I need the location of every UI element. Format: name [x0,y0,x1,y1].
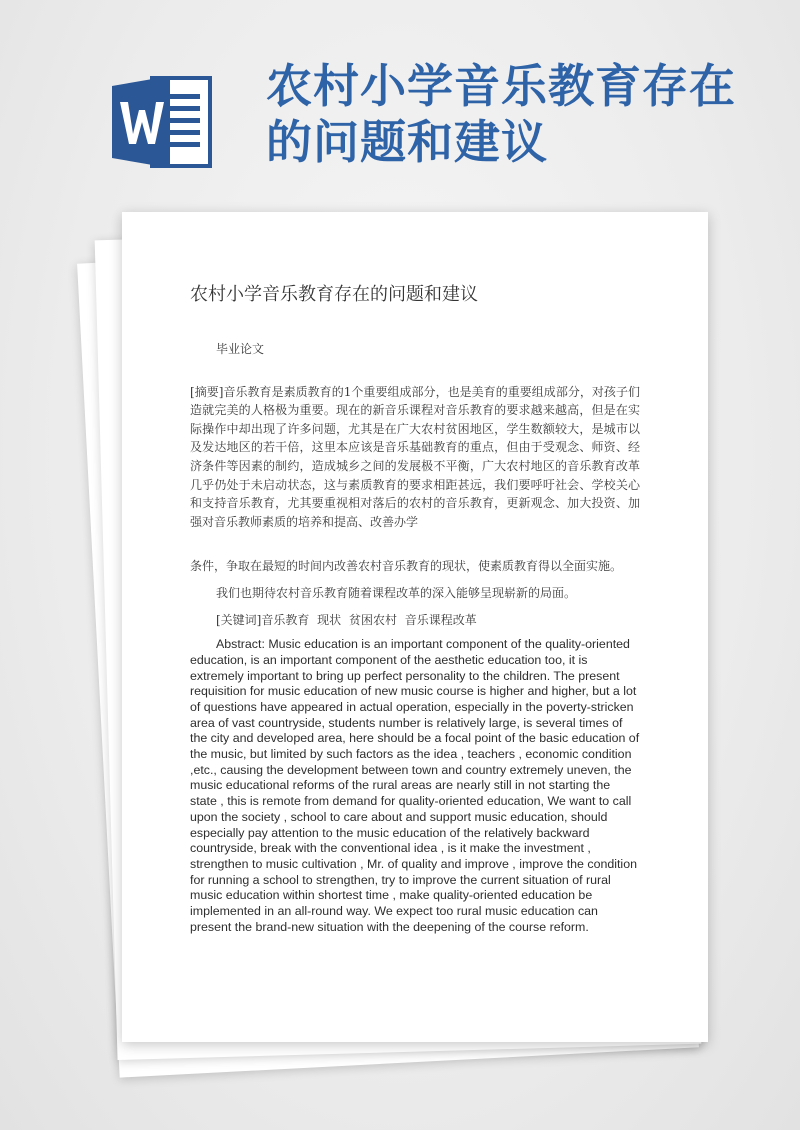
chinese-abstract: [摘要]音乐教育是素质教育的1个重要组成部分，也是美育的重要组成部分，对孩子们造就完美的人格极为重要。现在的新音乐课程对音乐教育的要求越来越高，但是在实际操作中却出现了许多问题，尤其是在广大农村贫困地区，学生数额较大，是城市以及发达地区的若干倍，这里本应该是音乐基础教育的重点，但由于受观念、师资、经济条件等因素的制约，造成城乡之间的发展极不平衡，广大农村地区的音乐教育改革几乎仍处于未启动状态，这与素质教育的要求相距甚远，我们要呼吁社会、学校关心和支持音乐教育，尤其要重视相对落后的农村的音乐教育，更新观念、加大投资、加强对音乐教师素质的培养和提高、改善办学 [190,384,640,529]
document-subtitle: 毕业论文 [216,342,265,356]
keywords: [关键词]音乐教育 现状 贫困农村 音乐课程改革 [216,612,477,627]
abstract-continuation: 条件，争取在最短的时间内改善农村音乐教育的现状，使素质教育得以全面实施。 [190,559,623,574]
word-document-icon [108,72,216,172]
document-body [190,282,640,935]
document-title: 农村小学音乐教育存在的问题和建议 [190,284,478,305]
page-title: 农村小学音乐教育存在的问题和建议 [266,59,736,169]
expectation-paragraph: 我们也期待农村音乐教育随着课程改革的深入能够呈现崭新的局面。 [216,585,577,600]
english-abstract: Abstract: Music education is an important component of the quality-oriented education, is an important component of the aesthetic education too, it is extremely important to bring up perfect personality to the children. The present requisition for music education of new music course is higher and higher, but a lot of questions have appeared in actual operation, especially in the poverty-stricken area of vast countryside, students number is relatively large, is several times of the city and developed area, here should be a focal point of the basic education of the music, but limited by such factors as the idea , teachers , economic condition ,etc., causing the development between town and country extremely uneven, the music educational reforms of the rural areas are nearly still in not starting the state , this is remote from demand for quality-oriented education, We want to call upon the society , school to care about and support music education, should especially pay attention to the music education of the relatively backward countryside, break with the conventional idea , is it make the investment , strengthen to music cultivation , Mr. of quality and improve , improve the condition for running a school to strengthen, try to improve the current situation of rural music education within shortest time , make quality-oriented education be implemented in an all-round way. We expect too rural music education can present the brand-new situation with the deepening of the course reform. [190,637,640,934]
document-page [122,212,708,1042]
